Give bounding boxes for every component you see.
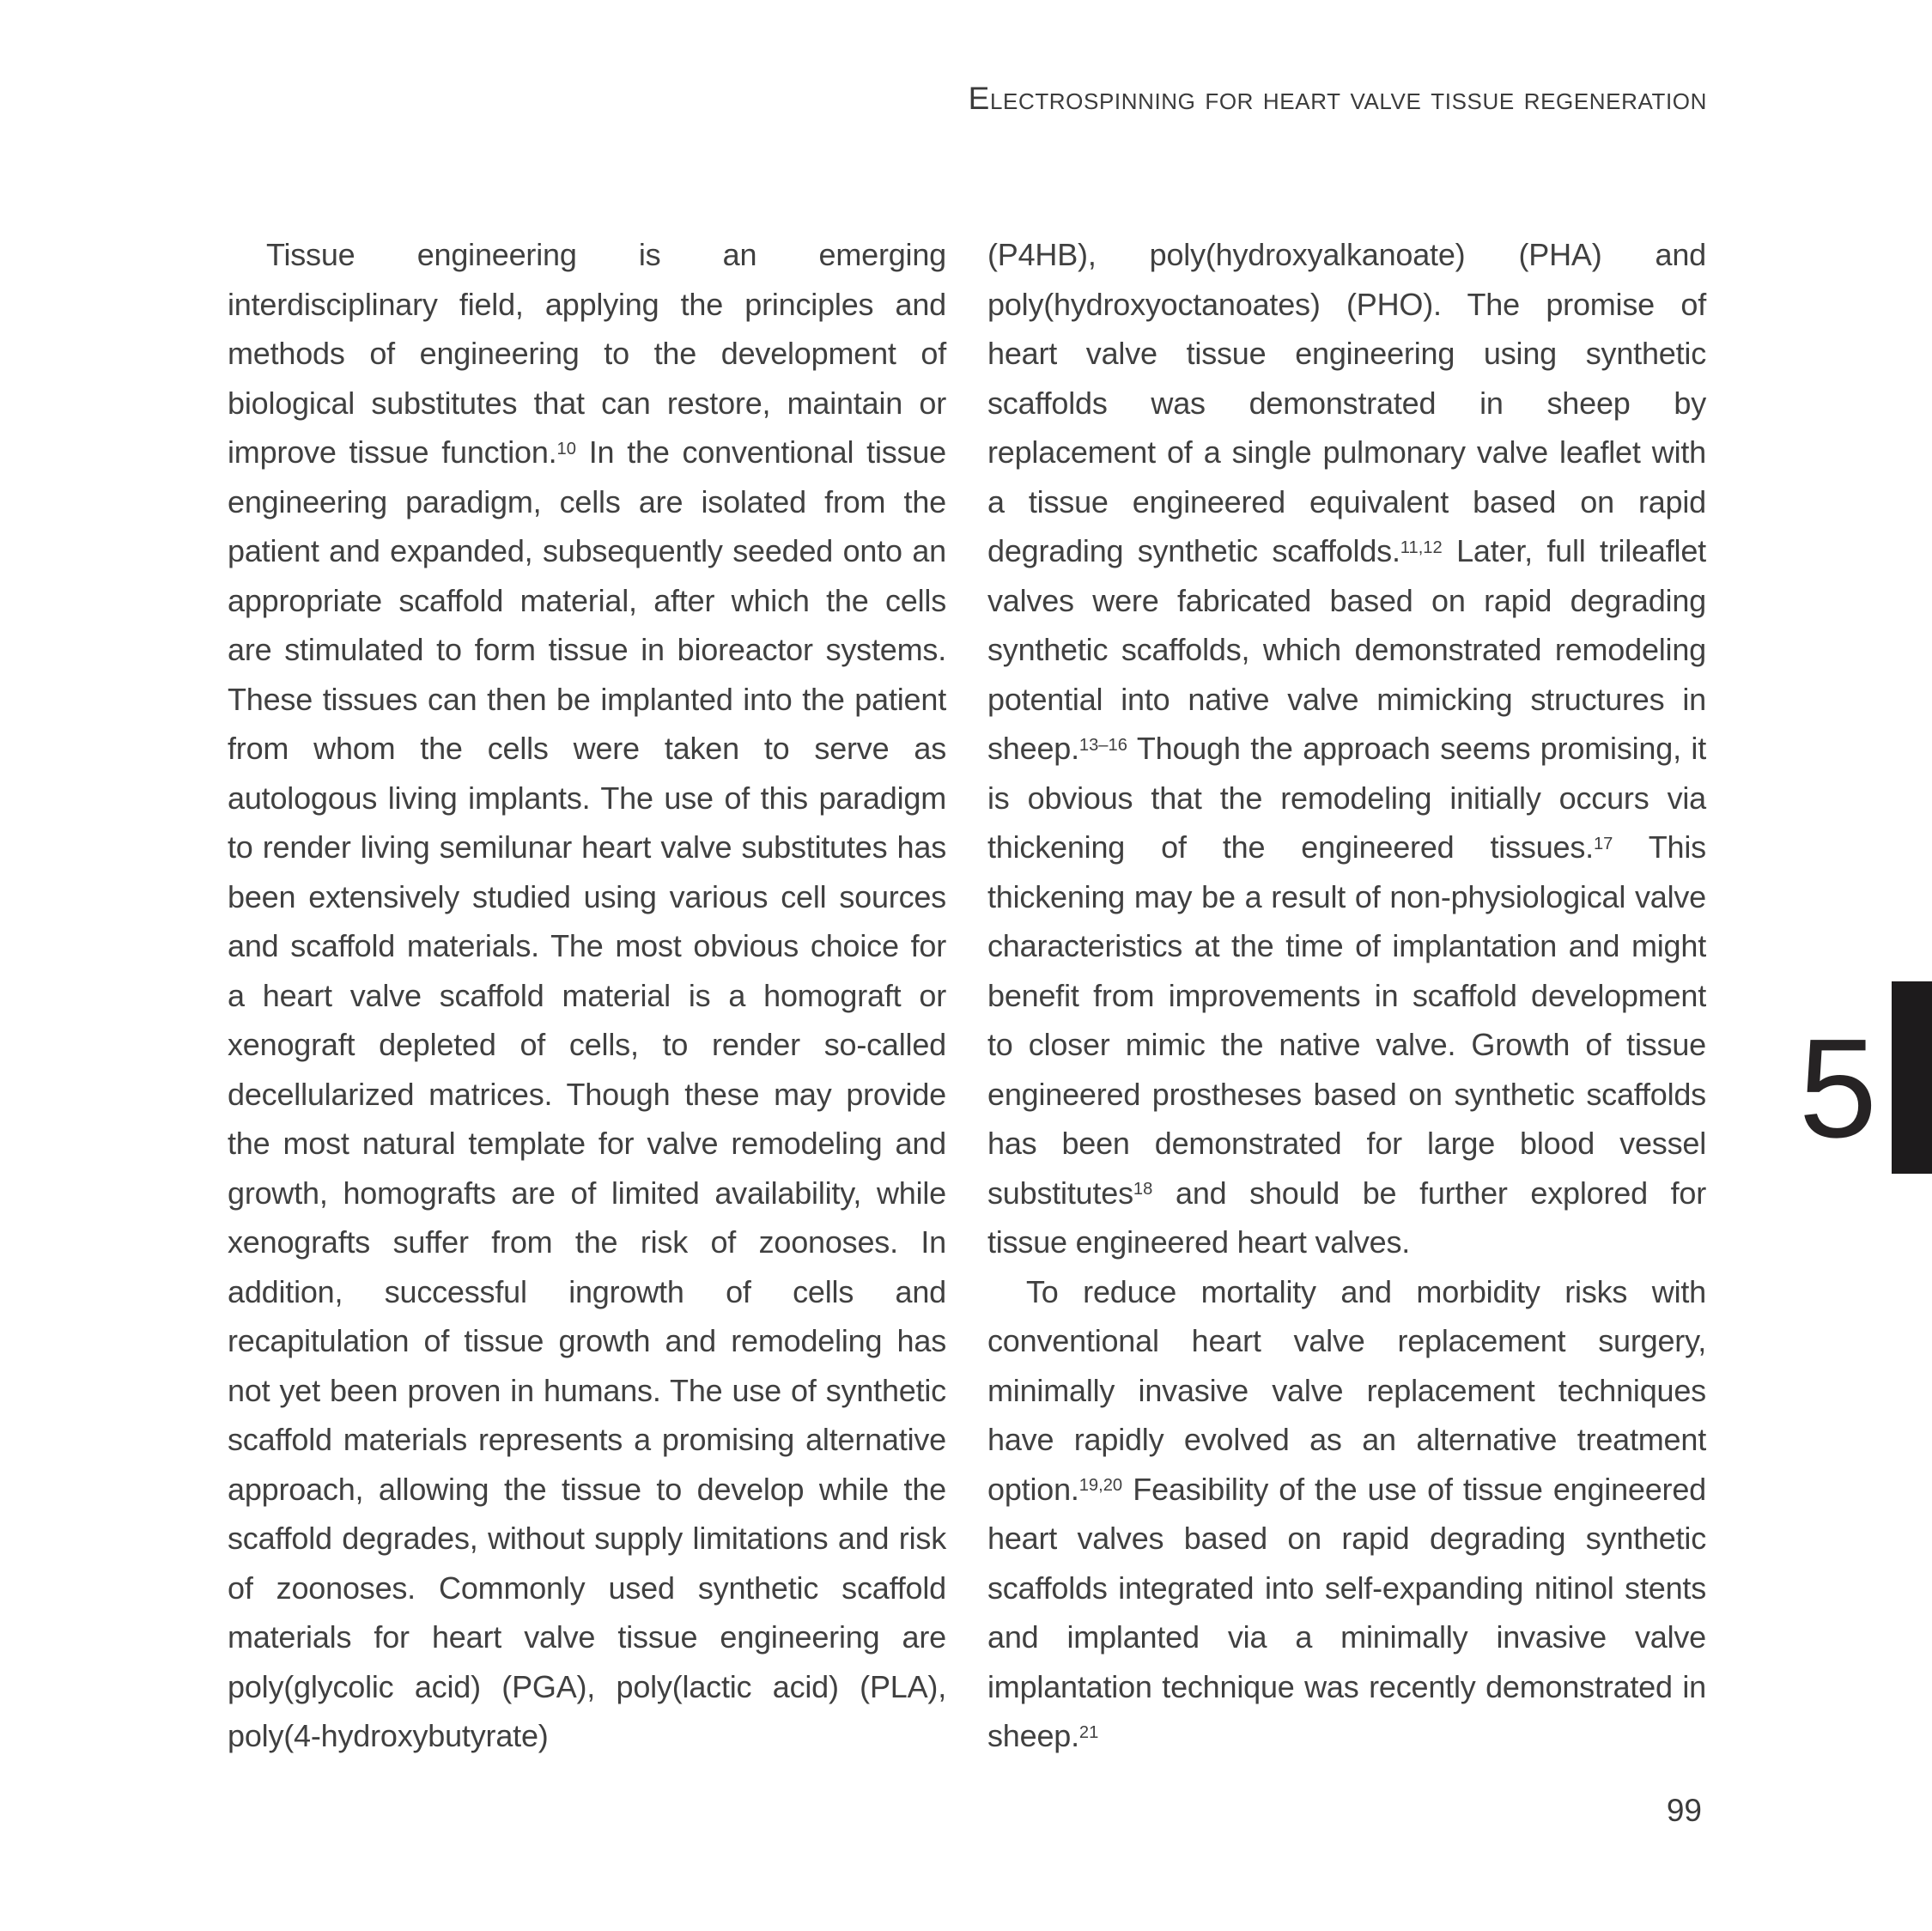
paragraph-one-start: Tissue engineering is an emerging interdisciplinary field, applying the principles and methods of engineering to the development of biological substitutes that can restore, maintain or improve tissue function.$^{10}$ In the conventional tissue engineering paradigm, cells are isolated from the patient and expanded, subsequently seeded onto an appropriate scaffold material, after which the cells are stimulated to form tissue in bioreactor systems. These tissues can then be implanted into the patient from whom the cells were taken to serve as autologous living implants. The use of this paradigm to render living semilunar heart valve substitutes has been extensively studied using various cell sources and scaffold materials. The most obvious choice for a heart valve scaffold material is a homograft or xenograft depleted of cells, to render so-called decellularized matrices. Though these may provide the most natural template for valve remodeling and growth, homografts are of limited availability, while xenografts suffer from the risk of zoonoses. In addition, successful ingrowth of cells and recapitulation of tissue growth and remodeling has not yet been proven in humans. The use of synthetic scaffold materials represents a promising alternative approach, allowing the tissue to develop while the scaffold degrades, without supply limitations and risk of zoonoses. Commonly used synthetic scaffold materials for heart valve tissue engineering are poly(glycolic acid) (PGA), poly(lactic acid) (PLA), poly(4-hydroxybutyrate) bbox=[228, 237, 946, 1753]
left-column bbox=[228, 230, 946, 1761]
paragraph-one-continuation: (P4HB), poly(hydroxyalkanoate) (PHA) and poly(hydroxyoctanoates) (PHO). The promise of heart valve tissue engineering using synthetic scaffolds was demonstrated in sheep by replacement of a single pulmonary valve leaflet with a tissue engineered equivalent based on rapid degrading synthetic scaffolds.$^{11,12}$ Later, full trileaflet valves were fabricated based on rapid degrading synthetic scaffolds, which demonstrated remodeling potential into native valve mimicking structures in sheep.$^{13-16}$ Though the approach seems promising, it is obvious that the remodeling initially occurs via thickening of the engineered tissues.$^{17}$ This thickening may be a result of non-physiological valve characteristics at the time of implantation and might benefit from improvements in scaffold development to closer mimic the native valve. Growth of tissue engineered prostheses based on synthetic scaffolds has been demonstrated for large blood vessel substitutes$^{18}$ and should be further explored for tissue engineered heart valves. bbox=[987, 237, 1706, 1260]
running-title: Electrospinning for heart valve tissue regeneration bbox=[968, 81, 1707, 116]
chapter-number: 5 bbox=[1798, 1010, 1877, 1167]
chapter-tab-bar bbox=[1892, 981, 1932, 1174]
page-number: 99 bbox=[1666, 1793, 1702, 1828]
text-columns bbox=[228, 230, 1707, 1761]
paragraph-two: To reduce mortality and morbidity risks with conventional heart valve replacement surgery, minimally invasive valve replacement techniques have rapidly evolved as an alternative treatment option.$^{19,20}$ Feasibility of the use of tissue engineered heart valves based on rapid degrading synthetic scaffolds integrated into self-expanding nitinol stents and implanted via a minimally invasive valve implantation technique was recently demonstrated in sheep.$^{21}$ bbox=[987, 1273, 1706, 1753]
right-column bbox=[987, 230, 1706, 1761]
